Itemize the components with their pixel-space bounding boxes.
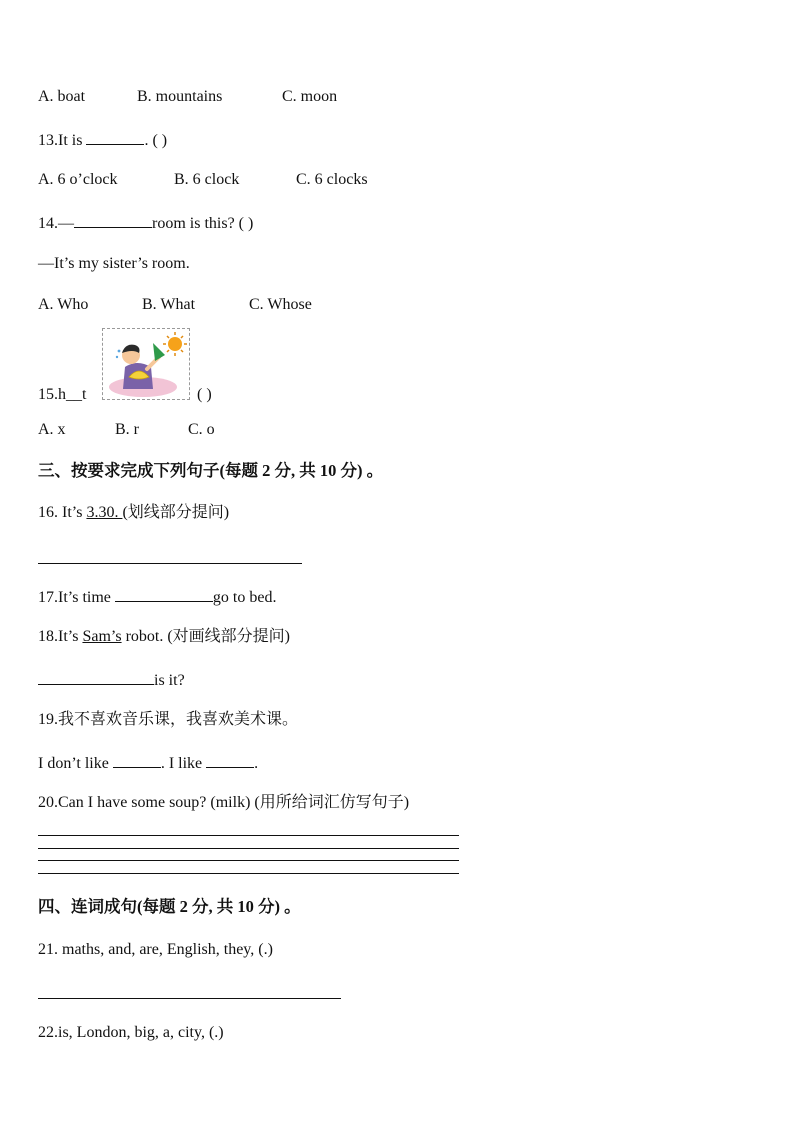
q18-underlined-part: Sam’s	[82, 628, 122, 645]
question-21	[38, 940, 273, 960]
q19-part2: . I like	[160, 755, 207, 772]
q14-number: 14.	[38, 215, 58, 232]
q12-options	[38, 87, 337, 107]
q15-answer-paren: ( )	[197, 386, 212, 403]
q17-number: 17.	[38, 589, 58, 606]
q14-option-c: C. Whose	[249, 296, 312, 313]
q19-answer-line	[38, 752, 258, 774]
q15-option-b: B. r	[115, 421, 139, 438]
q16-underlined-part: 3.30.	[86, 504, 123, 521]
q19-number: 19.	[38, 711, 58, 728]
q15-option-a: A. x	[38, 421, 66, 438]
section-4-heading: 四、连词成句(每题 2 分, 共 10 分) 。	[38, 897, 301, 916]
question-19	[38, 710, 298, 730]
q22-number: 22.	[38, 1024, 58, 1041]
q13-option-a: A. 6 o’clock	[38, 171, 118, 188]
q20-answer-line-3[interactable]	[38, 860, 459, 861]
q18-blank[interactable]	[38, 669, 154, 685]
q14-text-after: room is this? ( )	[152, 215, 254, 232]
question-22	[38, 1023, 224, 1043]
q20-answer-line-1[interactable]	[38, 835, 459, 836]
q17-blank[interactable]	[115, 586, 213, 602]
q13-option-c: C. 6 clocks	[296, 171, 368, 188]
q16-text-before: It’s	[62, 504, 87, 521]
q18-text-before: It’s	[58, 628, 83, 645]
q21-text: . maths, and, are, English, they, (.)	[54, 941, 273, 958]
question-15	[38, 385, 86, 405]
q20-answer-line-4[interactable]	[38, 873, 459, 874]
q18-number: 18.	[38, 628, 58, 645]
q20-number: 20.	[38, 794, 58, 811]
q13-blank[interactable]	[86, 129, 144, 145]
q18-answer-line	[38, 669, 185, 691]
q19-part1: I don’t like	[38, 755, 113, 772]
q16-answer-line[interactable]	[38, 563, 302, 564]
q12-option-a: A. boat	[38, 88, 86, 105]
q21-answer-line[interactable]	[38, 998, 341, 999]
q19-blank-2[interactable]	[206, 752, 254, 768]
q18-answer-after: is it?	[154, 672, 185, 689]
q15-number: 15.	[38, 386, 58, 403]
q15-options	[38, 420, 215, 440]
q18-text-after: robot. (对画线部分提问)	[121, 628, 291, 645]
question-20	[38, 793, 409, 813]
q12-option-b: B. mountains	[137, 88, 223, 105]
question-14	[38, 212, 253, 234]
q17-text-before: It’s time	[58, 589, 115, 606]
fanning-boy-sun-picture	[102, 328, 190, 400]
q14-option-a: A. Who	[38, 296, 89, 313]
q15-option-c: C. o	[188, 421, 215, 438]
q13-option-b: B. 6 clock	[174, 171, 240, 188]
q20-text: Can I have some soup? (milk) (用所给词汇仿写句子)	[58, 794, 410, 811]
q12-option-c: C. moon	[282, 88, 338, 105]
q14-option-b: B. What	[142, 296, 196, 313]
q19-text: 我不喜欢音乐课，我喜欢美术课。	[58, 711, 299, 728]
q20-answer-line-2[interactable]	[38, 848, 459, 849]
q16-number: 16.	[38, 504, 62, 521]
section-3-heading: 三、按要求完成下列句子(每题 2 分, 共 10 分) 。	[38, 461, 384, 480]
question-13	[38, 129, 167, 151]
q14-options	[38, 295, 312, 315]
q13-options	[38, 170, 368, 190]
q15-word: h__t	[58, 386, 87, 403]
q19-blank-1[interactable]	[113, 752, 161, 768]
q13-text-before: It is	[58, 132, 87, 149]
question-18	[38, 627, 290, 647]
q14-blank[interactable]	[74, 212, 152, 228]
q13-number: 13.	[38, 132, 58, 149]
q13-text-after: . ( )	[144, 132, 168, 149]
q14-dash: —	[58, 215, 74, 232]
q17-text-after: go to bed.	[212, 589, 277, 606]
question-17	[38, 586, 276, 608]
q14-answer-line: —It’s my sister’s room.	[38, 255, 190, 272]
q21-number: 21	[38, 941, 54, 958]
question-16	[38, 503, 229, 523]
q19-part3: .	[254, 755, 259, 772]
q22-text: is, London, big, a, city, (.)	[58, 1024, 224, 1041]
sun-icon	[163, 332, 187, 356]
q16-text-after: (划线部分提问)	[122, 504, 230, 521]
